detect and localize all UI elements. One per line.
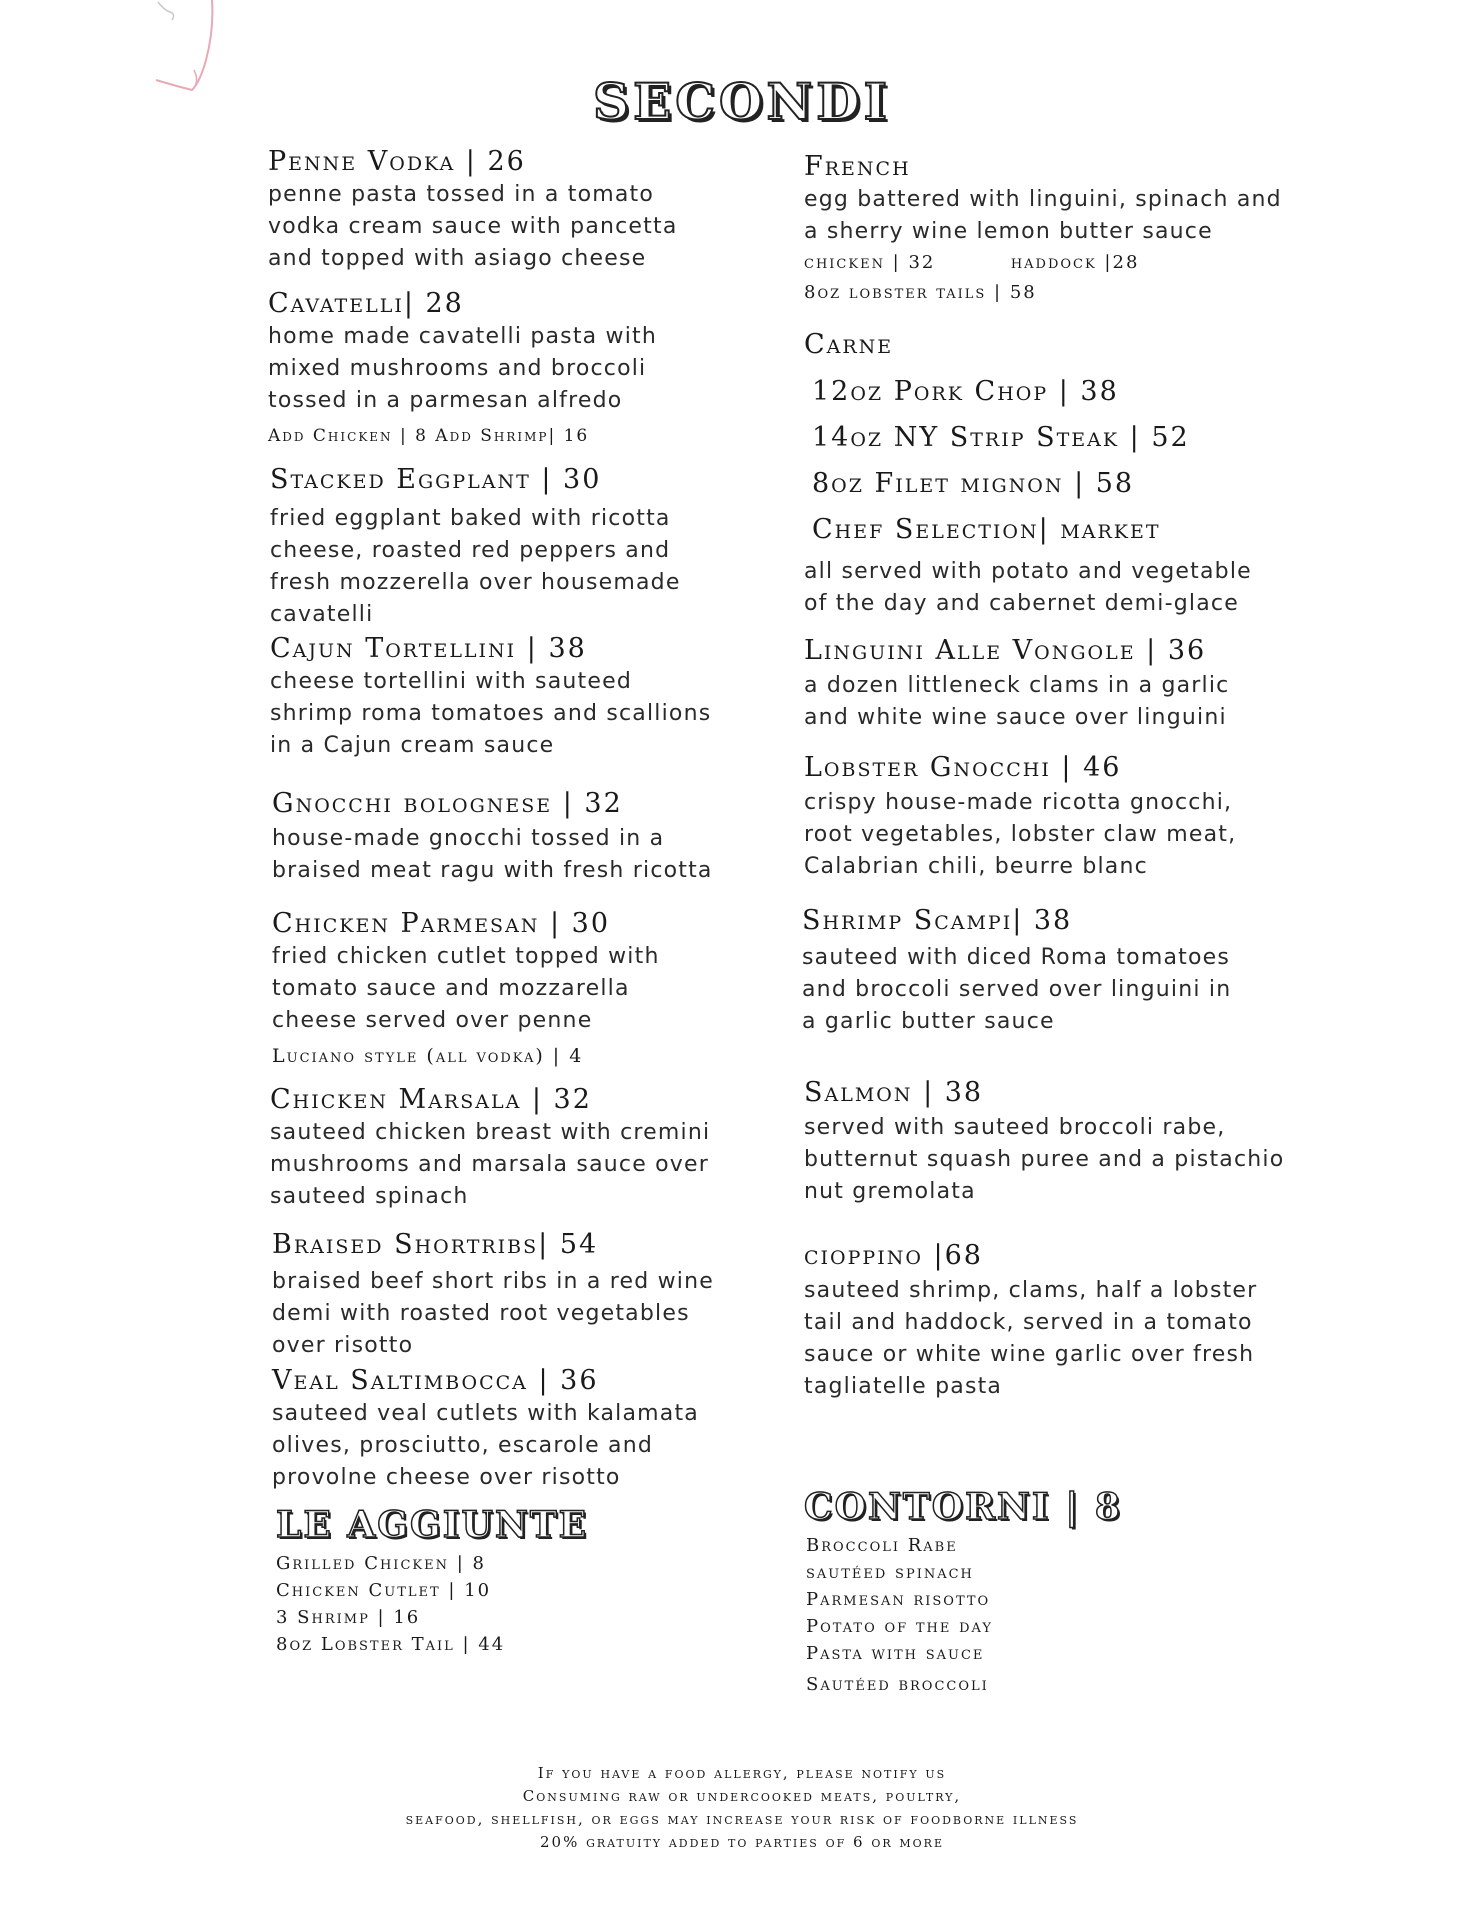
dish-name: Chicken Marsala | 32: [270, 1084, 592, 1115]
list-item: 3 Shrimp | 16: [276, 1607, 421, 1628]
carne-section: [804, 328, 1364, 362]
dish-name: Veal Saltimbocca | 36: [272, 1365, 599, 1396]
dish-description: sauteed shrimp, clams, half a lobster tail and haddock, served in a tomato sauce or white wine garlic over fresh tagliatelle pasta: [804, 1278, 1258, 1399]
dish-name: Chicken Parmesan | 30: [272, 908, 611, 939]
list-item: 8oz Lobster Tail | 44: [276, 1634, 506, 1655]
list-item: Grilled Chicken | 8: [276, 1553, 486, 1574]
dish-description: penne pasta tossed in a tomato vodka cream sauce with pancetta and topped with asiago cheese: [268, 182, 678, 271]
menu-item-french: [804, 150, 1364, 308]
dish-description: sauteed with diced Roma tomatoes and broccoli served over linguini in a garlic butter sauce: [802, 945, 1232, 1034]
dish-addons: Luciano style (all vodka) | 4: [272, 1045, 584, 1067]
menu-item: [272, 1228, 832, 1362]
menu-item: [272, 1364, 832, 1494]
menu-item: [268, 287, 828, 451]
dish-name: French: [804, 151, 911, 182]
dish-addons: Add Chicken | 8 Add Shrimp| 16: [268, 426, 590, 446]
le-aggiunte-list: [276, 1550, 505, 1658]
carne-item: 12oz Pork Chop | 38: [812, 376, 1119, 407]
dish-description: served with sauteed broccoli rabe, butternut squash puree and a pistachio nut gremolata: [804, 1115, 1285, 1204]
menu-item: [804, 634, 1364, 734]
french-haddock: haddock |28: [1010, 252, 1140, 273]
contorni-list: [806, 1532, 993, 1698]
menu-item: [272, 787, 832, 887]
list-item: Chicken Cutlet | 10: [276, 1580, 492, 1601]
footer-line: Consuming raw or undercooked meats, poultry,: [522, 1787, 962, 1805]
menu-item: [272, 907, 832, 1071]
french-options: [804, 248, 1364, 278]
carne-description: all served with potato and vegetable of the day and cabernet demi-glace: [804, 559, 1252, 616]
page-title: SECONDI: [592, 72, 892, 131]
menu-item: [804, 1076, 1364, 1208]
dish-description: sauteed chicken breast with cremini mushrooms and marsala sauce over sauteed spinach: [270, 1120, 711, 1209]
menu-item: [802, 904, 1362, 1038]
list-item: Parmesan risotto: [806, 1589, 991, 1610]
dish-name: Linguini Alle Vongole | 36: [804, 635, 1207, 666]
dish-name: Penne Vodka | 26: [268, 146, 526, 177]
carne-item: 8oz Filet mignon | 58: [812, 468, 1135, 499]
footer-line: If you have a food allergy, please notify us: [537, 1764, 947, 1782]
dish-description: sauteed veal cutlets with kalamata olives, prosciutto, escarole and provolne cheese over risotto: [272, 1401, 699, 1490]
dish-name: Stacked Eggplant | 30: [270, 464, 602, 495]
footer-line: 20% gratuity added to parties of 6 or more: [540, 1833, 944, 1851]
dish-description: fried eggplant baked with ricotta cheese, roasted red peppers and fresh mozzerella over housemade cavatelli: [270, 506, 681, 627]
dish-name: Cajun Tortellini | 38: [270, 633, 587, 664]
menu-item: [804, 751, 1364, 883]
carne-heading: Carne: [804, 329, 894, 360]
dish-description: egg battered with linguini, spinach and a sherry wine lemon butter sauce: [804, 187, 1282, 244]
dish-description: crispy house-made ricotta gnocchi, root vegetables, lobster claw meat, Calabrian chili, beurre blanc: [804, 790, 1237, 879]
list-item: Broccoli Rabe: [806, 1535, 958, 1556]
dish-name: Shrimp Scampi| 38: [802, 905, 1073, 936]
contorni-title: CONTORNI | 8: [804, 1486, 1122, 1528]
dish-description: house-made gnocchi tossed in a braised meat ragu with fresh ricotta: [272, 826, 713, 883]
menu-item: [270, 463, 830, 631]
carne-item: Chef Selection| market: [812, 514, 1161, 545]
dish-name: Gnocchi bolognese | 32: [272, 788, 623, 819]
dish-name: Salmon | 38: [804, 1077, 984, 1108]
list-item: Pasta with sauce: [806, 1643, 985, 1664]
list-item: sautéed spinach: [806, 1562, 974, 1583]
dish-name: cioppino |68: [804, 1240, 983, 1271]
dish-name: Cavatelli| 28: [268, 288, 464, 319]
footer-notice: [0, 1762, 1484, 1854]
dish-description: braised beef short ribs in a red wine demi with roasted root vegetables over risotto: [272, 1269, 715, 1358]
dish-description: fried chicken cutlet topped with tomato sauce and mozzarella cheese served over penne: [272, 944, 660, 1033]
carne-list: [812, 369, 1190, 553]
carne-item: 14oz NY Strip Steak | 52: [812, 422, 1190, 453]
list-item: Sautéed broccoli: [806, 1674, 989, 1695]
le-aggiunte-title: LE AGGIUNTE: [276, 1504, 589, 1546]
dish-description: a dozen littleneck clams in a garlic and white wine sauce over linguini: [804, 673, 1230, 730]
french-lobster: 8oz lobster tails | 58: [804, 282, 1037, 303]
dish-name: Braised Shortribs| 54: [272, 1229, 599, 1260]
left-menu-column: [268, 145, 828, 275]
list-item: Potato of the day: [806, 1616, 993, 1637]
menu-item: [804, 1239, 1364, 1403]
dish-description: home made cavatelli pasta with mixed mushrooms and broccoli tossed in a parmesan alfredo: [268, 324, 658, 413]
menu-item: [270, 1083, 830, 1213]
dish-description: cheese tortellini with sauteed shrimp roma tomatoes and scallions in a Cajun cream sauce: [270, 669, 712, 758]
french-chicken: chicken | 32: [804, 252, 936, 273]
footer-line: seafood, shellfish, or eggs may increase your risk of foodborne illness: [405, 1810, 1079, 1828]
dish-name: Lobster Gnocchi | 46: [804, 752, 1122, 783]
menu-item: [270, 632, 830, 762]
